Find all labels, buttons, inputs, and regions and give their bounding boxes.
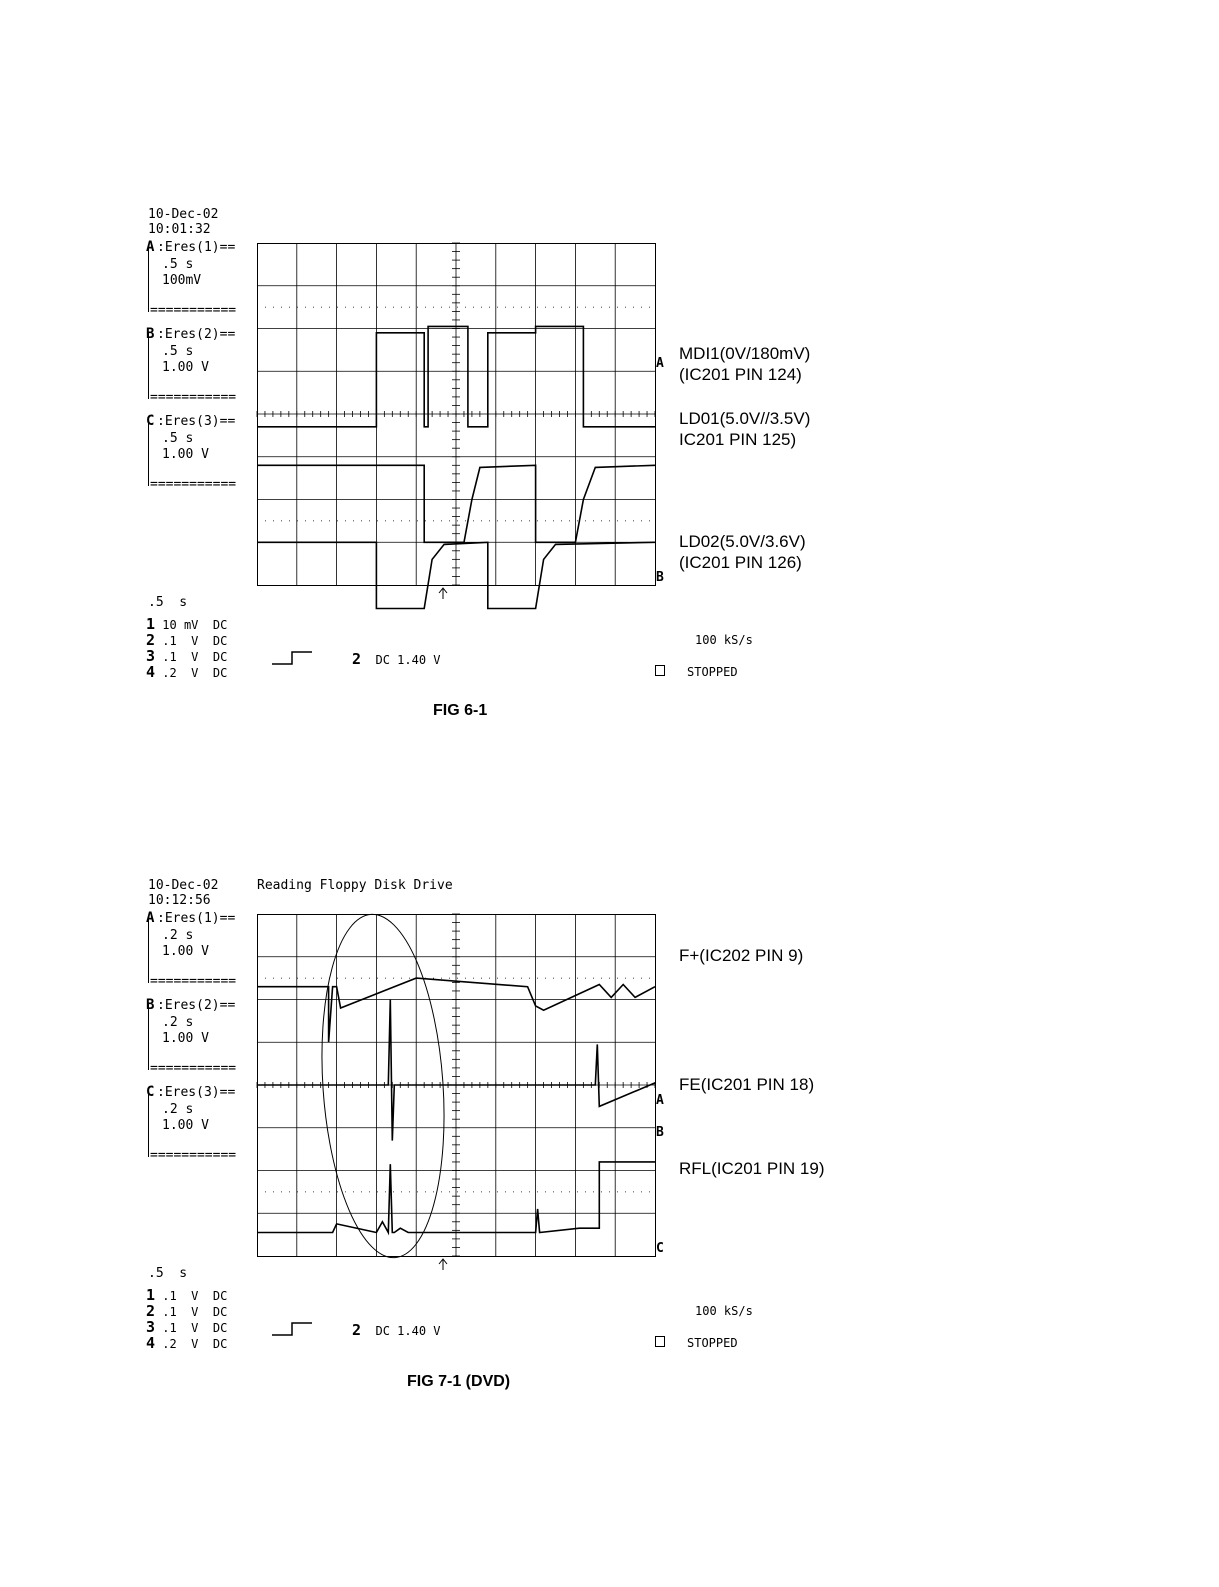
channel-number: 1: [146, 1286, 156, 1304]
signal-label-fplus: F+(IC202 PIN 9): [679, 946, 804, 965]
channel-box-scale: 1.00 V: [162, 1118, 209, 1133]
trigger-arrow-icon: [439, 588, 447, 599]
scope-subtitle: Reading Floppy Disk Drive: [257, 878, 453, 893]
trigger-edge-icon: [272, 1321, 314, 1337]
signal-sublabel-ld01: IC201 PIN 125): [679, 430, 797, 449]
scope-screen: [257, 243, 667, 598]
figure-caption: FIG 7-1 (DVD): [407, 1373, 511, 1390]
timebase-readout: .5 s: [148, 595, 188, 610]
signal-label-mdi1: MDI1(0V/180mV): [679, 344, 811, 363]
channel-box-divider: ===========: [150, 477, 237, 492]
trigger-channel: 2: [352, 1321, 362, 1339]
channel-marker: B: [656, 570, 664, 585]
status-square-icon: [655, 1336, 665, 1347]
signal-label-fe: FE(IC201 PIN 18): [679, 1075, 815, 1094]
channel-letter: C: [146, 413, 155, 429]
channel-setting: .2 V DC: [162, 666, 228, 680]
channel-box-scale: 100mV: [162, 273, 202, 288]
channel-number: 4: [146, 663, 156, 681]
scope-time: 10:12:56: [148, 893, 211, 908]
highlight-ellipse: [311, 910, 455, 1262]
timebase-readout: .5 s: [148, 1266, 188, 1281]
channel-setting: .1 V DC: [162, 650, 228, 664]
status-square-icon: [655, 665, 665, 676]
channel-box-divider: ===========: [150, 303, 237, 318]
scope-date: 10-Dec-02: [148, 207, 219, 222]
channel-setting: .2 V DC: [162, 1337, 228, 1351]
channel-number: 1: [146, 615, 156, 633]
channel-box-timebase: .2 s: [162, 1015, 194, 1030]
sample-rate: 100 kS/s: [695, 633, 753, 647]
channel-box-scale: 1.00 V: [162, 360, 209, 375]
channel-box-scale: 1.00 V: [162, 1031, 209, 1046]
channel-box-divider: ===========: [150, 1061, 237, 1076]
channel-setting: .1 V DC: [162, 634, 228, 648]
scope-screen: [257, 914, 667, 1269]
channel-box-timebase: .5 s: [162, 257, 194, 272]
signal-sublabel-mdi1: (IC201 PIN 124): [679, 365, 802, 384]
trigger-setting: DC 1.40 V: [375, 653, 441, 667]
channel-number: 2: [146, 1302, 156, 1320]
channel-number: 3: [146, 1318, 156, 1336]
channel-box-title: :Eres(2)==: [157, 327, 236, 342]
channel-box-scale: 1.00 V: [162, 944, 209, 959]
scope-time: 10:01:32: [148, 222, 211, 237]
channel-setting: .1 V DC: [162, 1305, 228, 1319]
channel-letter: B: [146, 326, 155, 342]
channel-box-divider: ===========: [150, 974, 237, 989]
signal-sublabel-ld02: (IC201 PIN 126): [679, 553, 802, 572]
channel-box-title: :Eres(1)==: [157, 240, 236, 255]
channel-box-timebase: .5 s: [162, 344, 194, 359]
channel-box-scale: 1.00 V: [162, 447, 209, 462]
trigger-edge-icon: [272, 650, 314, 666]
trigger-channel: 2: [352, 650, 362, 668]
trigger-setting: DC 1.40 V: [375, 1324, 441, 1338]
channel-box-title: :Eres(3)==: [157, 414, 236, 429]
trigger-arrow-icon: [439, 1259, 447, 1270]
channel-number: 3: [146, 647, 156, 665]
channel-letter: A: [146, 910, 155, 926]
graticule: [257, 243, 656, 586]
channel-box-divider: ===========: [150, 390, 237, 405]
channel-letter: B: [146, 997, 155, 1013]
sample-rate: 100 kS/s: [695, 1304, 753, 1318]
channel-number: 4: [146, 1334, 156, 1352]
figure-caption: FIG 6-1: [433, 702, 488, 719]
channel-box-title: :Eres(3)==: [157, 1085, 236, 1100]
channel-letter: A: [146, 239, 155, 255]
channel-box-title: :Eres(2)==: [157, 998, 236, 1013]
channel-box-timebase: .5 s: [162, 431, 194, 446]
channel-letter: C: [146, 1084, 155, 1100]
channel-box-title: :Eres(1)==: [157, 911, 236, 926]
channel-box-divider: ===========: [150, 1148, 237, 1163]
scope-date: 10-Dec-02: [148, 878, 219, 893]
channel-marker: A: [656, 1093, 664, 1108]
signal-label-ld01: LD01(5.0V//3.5V): [679, 409, 811, 428]
signal-label-rfl: RFL(IC201 PIN 19): [679, 1159, 825, 1178]
channel-number: 2: [146, 631, 156, 649]
channel-marker: B: [656, 1125, 664, 1140]
channel-setting: .1 V DC: [162, 1289, 228, 1303]
channel-setting: .1 V DC: [162, 1321, 228, 1335]
acquisition-status: STOPPED: [687, 665, 738, 679]
channel-marker: C: [656, 1241, 664, 1256]
acquisition-status: STOPPED: [687, 1336, 738, 1350]
signal-label-ld02: LD02(5.0V/3.6V): [679, 532, 806, 551]
channel-box-timebase: .2 s: [162, 928, 194, 943]
channel-box-timebase: .2 s: [162, 1102, 194, 1117]
channel-marker: A: [656, 356, 664, 371]
channel-setting: 10 mV DC: [162, 618, 228, 632]
